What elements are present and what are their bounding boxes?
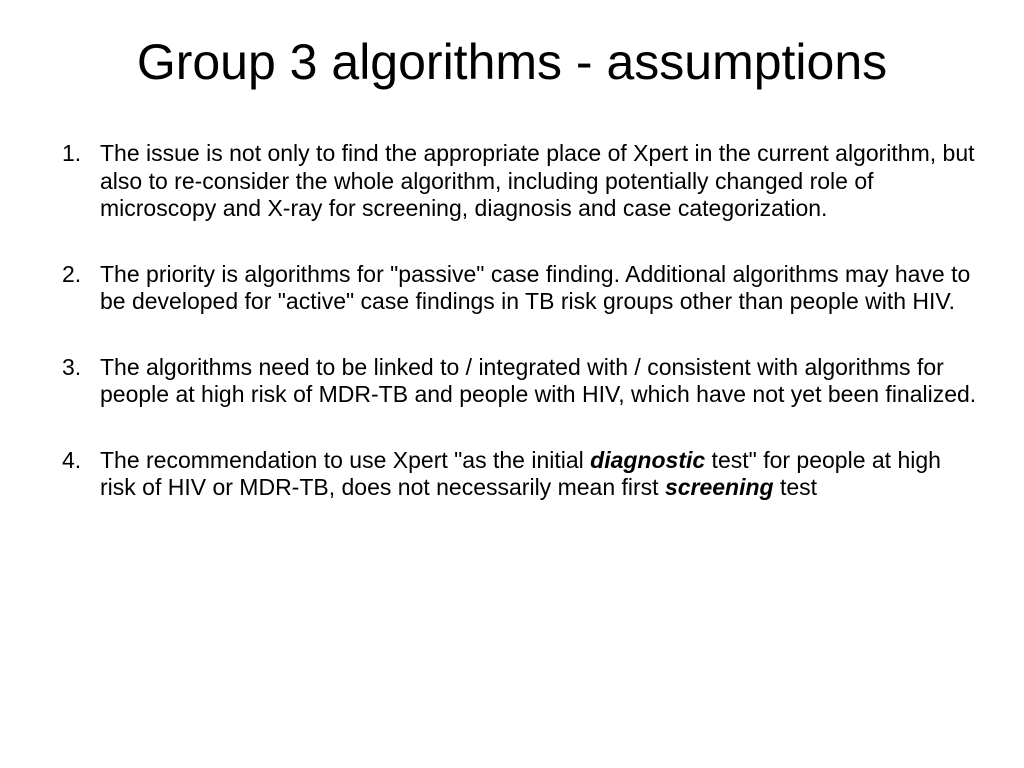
list-item-text-after: test bbox=[773, 474, 818, 500]
list-item-text: The issue is not only to find the appropriate place of Xpert in the current algorithm, but also to re-consider the whole algorithm, including potentially changed role of microscopy and X-ray for screening, diagnosis and case categorization. bbox=[100, 140, 975, 221]
slide-title: Group 3 algorithms - assumptions bbox=[136, 34, 888, 90]
list-item-4 bbox=[62, 447, 982, 502]
emphasis-screening: screening bbox=[664, 474, 774, 500]
assumptions-list bbox=[62, 140, 982, 540]
list-item-text-before: The recommendation to use Xpert "as the initial bbox=[100, 446, 591, 473]
list-item-1 bbox=[62, 140, 982, 223]
list-item-number: 4. bbox=[62, 446, 82, 473]
list-item-text-middle: test" for people at high risk of HIV or MDR-TB, does not necessarily mean first bbox=[100, 446, 941, 500]
list-item-number: 3. bbox=[62, 353, 82, 380]
list-item-text: The algorithms need to be linked to / integrated with / consistent with algorithms for people at high risk of MDR-TB and people with HIV, which have not yet been finalized. bbox=[100, 353, 977, 407]
list-item-number: 2. bbox=[62, 260, 82, 287]
emphasis-diagnostic: diagnostic bbox=[590, 446, 706, 473]
list-item-text: The priority is algorithms for "passive" case finding. Additional algorithms may have to be developed for "active" case findings in TB risk groups other than people with HIV. bbox=[100, 260, 971, 314]
list-item-number: 1. bbox=[62, 140, 82, 166]
list-item-2 bbox=[62, 261, 982, 316]
list-item-3 bbox=[62, 354, 982, 409]
list-item-text bbox=[100, 447, 982, 502]
